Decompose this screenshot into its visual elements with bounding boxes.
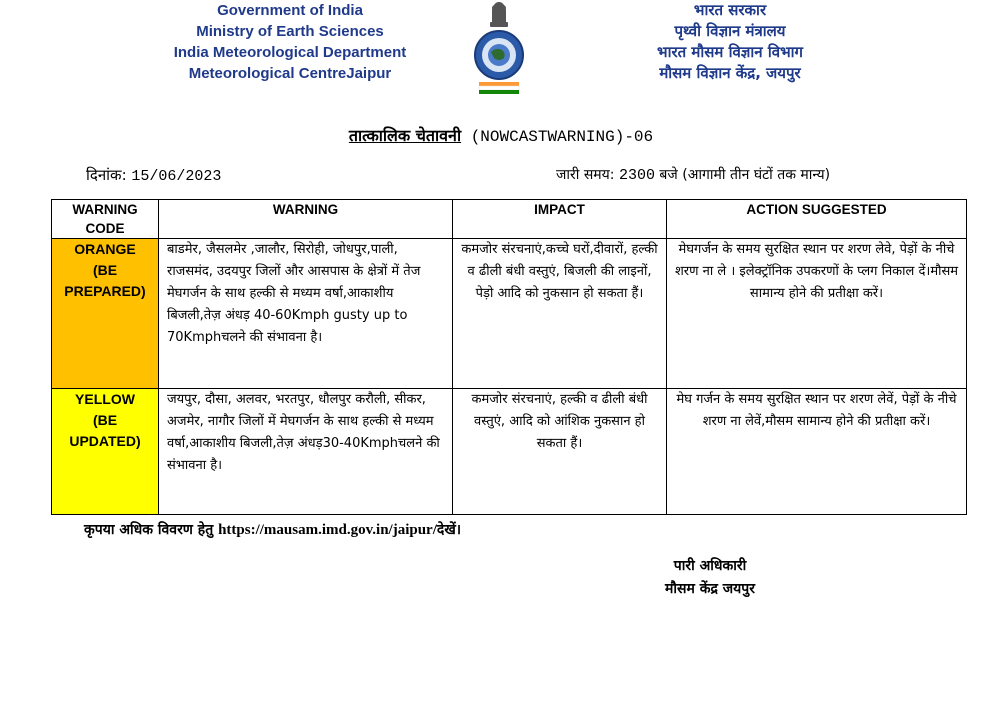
impact-text-orange: कमजोर संरचनाएं,कच्चे घरों,दीवारों, हल्की व ढीली बंधी वस्तुएं, बिजली की लाइनों, पेड़ो आदि को नुकसान हो सकता हैं। [453, 239, 667, 389]
header-warning: WARNING [159, 200, 453, 239]
date-label: दिनांक: [86, 166, 127, 184]
signature-line-2: मौसम केंद्र जयपुर [665, 581, 755, 597]
issue-validity: (आगामी तीन घंटों तक मान्य) [682, 167, 831, 183]
action-text-yellow: मेघ गर्जन के समय सुरक्षित स्थान पर शरण लेवें, पेड़ों के नीचे शरण ना लेवें,मौसम सामान्य होने की प्रतीक्षा करें। [667, 389, 967, 515]
emblem-logo-icon [466, 0, 532, 100]
more-info-link[interactable]: https://mausam.imd.gov.in/jaipur/ [218, 522, 437, 538]
header-english [150, 0, 430, 84]
date-line [86, 165, 221, 185]
date-value: 15/06/2023 [131, 168, 222, 185]
issue-time-label: जारी समय: [556, 167, 615, 183]
header-hindi [610, 0, 850, 84]
table-row-yellow [52, 389, 967, 515]
warning-text-yellow: जयपुर, दौसा, अलवर, भरतपुर, धौलपुर करौली, सीकर, अजमेर, नागौर जिलों में मेघगर्जन के साथ हल्की से मध्यम वर्षा,आकाशीय बिजली,तेज़ अंधड़30-40Kmphचलने की संभावना है। [159, 389, 453, 515]
signature-block [650, 555, 770, 601]
header-impact: IMPACT [453, 200, 667, 239]
header-en-line: Government of India [217, 2, 363, 19]
header-en-line: India Meteorological Department [173, 44, 407, 61]
header-hi-line: भारत सरकार [693, 1, 767, 19]
more-info-text: कृपया अधिक विवरण हेतु [84, 522, 214, 538]
warning-text-orange: बाडमेर, जैसलमेर ,जालौर, सिरोही, जोधपुर,पाली, राजसमंद, उदयपुर जिलों और आसपास के क्षेत्रों में तेज मेघगर्जन के साथ हल्की से मध्यम वर्षा,आकाशीय बिजली,तेज़ अंधड़ 40-60Kmph gusty up to 70Kmphचलने की संभावना है। [159, 239, 453, 389]
title-hindi: तात्कालिक चेतावनी [348, 126, 462, 145]
header-hi-line: पृथ्वी विज्ञान मंत्रालय [674, 22, 786, 40]
issue-time-value: 2300 [618, 167, 655, 184]
header-action: ACTION SUGGESTED [667, 200, 967, 239]
header-en-line: Meteorological CentreJaipur [188, 65, 392, 82]
more-info-suffix: देखें। [436, 522, 462, 538]
header-hi-line: मौसम विज्ञान केंद्र, जयपुर [659, 64, 801, 82]
warning-code-orange: ORANGE (BE PREPARED) [52, 239, 159, 389]
page-title [0, 124, 1002, 146]
table-header-row [52, 200, 967, 239]
title-english: (NOWCASTWARNING)-06 [461, 128, 654, 146]
issue-time-unit: बजे [659, 167, 678, 183]
header-warning-code: WARNING CODE [52, 200, 159, 239]
issue-time-line [556, 165, 830, 184]
action-text-orange: मेघगर्जन के समय सुरक्षित स्थान पर शरण लेवे, पेड़ों के नीचे शरण ना ले । इलेक्ट्रॉनिक उपकरणों के प्लग निकाल दें।मौसम सामान्य होने की प्रतीक्षा करें। [667, 239, 967, 389]
header-hi-line: भारत मौसम विज्ञान विभाग [657, 43, 803, 61]
header-en-line: Ministry of Earth Sciences [196, 23, 384, 40]
warning-table [51, 199, 967, 515]
signature-line-1: पारी अधिकारी [673, 558, 747, 574]
impact-text-yellow: कमजोर संरचनाएं, हल्की व ढीली बंधी वस्तुएं, आदि को आंशिक नुकसान हो सकता हैं। [453, 389, 667, 515]
table-row-orange [52, 239, 967, 389]
more-info-line [84, 520, 461, 539]
warning-code-yellow: YELLOW (BE UPDATED) [52, 389, 159, 515]
